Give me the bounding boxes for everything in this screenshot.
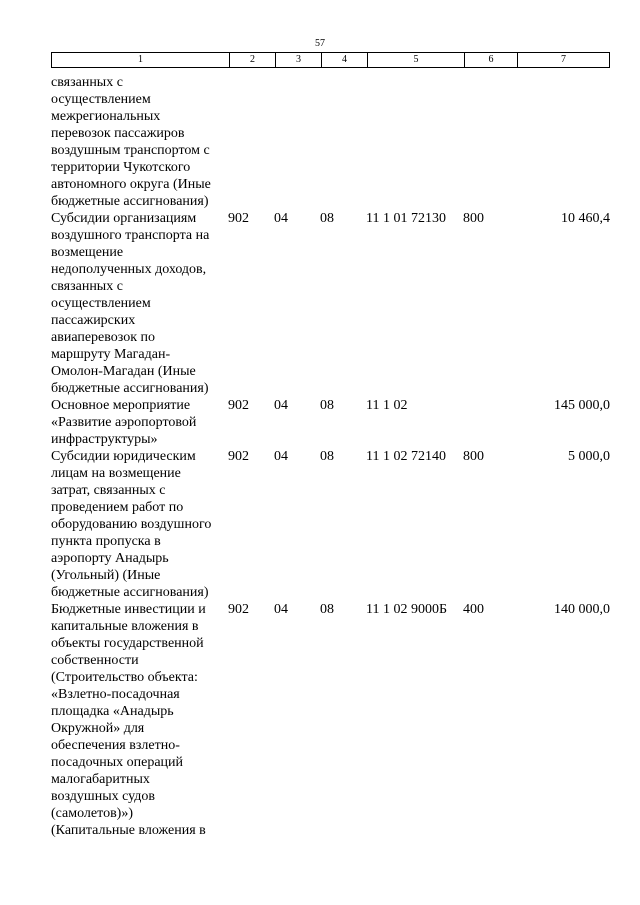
section-code: 04 bbox=[274, 211, 288, 226]
description-line: объекты государственной bbox=[51, 636, 204, 651]
description-line: Омолон-Магадан (Иные bbox=[51, 364, 196, 379]
description-line: связанных с bbox=[51, 75, 123, 90]
description-line: маршруту Магадан- bbox=[51, 347, 171, 362]
description-line: малогабаритных bbox=[51, 772, 150, 787]
table-row bbox=[51, 74, 631, 210]
target-article-code: 11 1 02 72140 bbox=[366, 449, 446, 464]
section-code: 04 bbox=[274, 398, 288, 413]
amount-value: 10 460,4 bbox=[561, 211, 610, 226]
description-line: «Взлетно-посадочная bbox=[51, 687, 180, 702]
section-code: 04 bbox=[274, 602, 288, 617]
description-line: Субсидии организациям bbox=[51, 211, 197, 226]
subsection-code: 08 bbox=[320, 398, 334, 413]
column-header-4: 4 bbox=[321, 53, 367, 67]
description-line: воздушного транспорта на bbox=[51, 228, 210, 243]
table-row bbox=[51, 448, 631, 601]
amount-value: 140 000,0 bbox=[554, 602, 610, 617]
description-line: воздушным транспортом с bbox=[51, 143, 210, 158]
amount-value: 5 000,0 bbox=[568, 449, 610, 464]
description-line: Бюджетные инвестиции и bbox=[51, 602, 206, 617]
description-line: бюджетные ассигнования) bbox=[51, 194, 209, 209]
table-row bbox=[51, 210, 631, 397]
page-number: 57 bbox=[315, 38, 325, 49]
section-code: 04 bbox=[274, 449, 288, 464]
description-line: бюджетные ассигнования) bbox=[51, 585, 209, 600]
ministry-code: 902 bbox=[228, 602, 249, 617]
ministry-code: 902 bbox=[228, 449, 249, 464]
table-body bbox=[51, 74, 631, 839]
description-line: оборудованию воздушного bbox=[51, 517, 212, 532]
column-header-5: 5 bbox=[367, 53, 464, 67]
description-line: лицам на возмещение bbox=[51, 466, 181, 481]
expense-type-code: 800 bbox=[463, 211, 484, 226]
description-line: Основное мероприятие bbox=[51, 398, 191, 413]
description-line: (самолетов)») bbox=[51, 806, 134, 821]
description-line: (Строительство объекта: bbox=[51, 670, 198, 685]
target-article-code: 11 1 02 bbox=[366, 398, 408, 413]
row-description bbox=[51, 448, 228, 601]
description-line: проведением работ по bbox=[51, 500, 184, 515]
subsection-code: 08 bbox=[320, 602, 334, 617]
amount-value: 145 000,0 bbox=[554, 398, 610, 413]
description-line: бюджетные ассигнования) bbox=[51, 381, 209, 396]
description-line: возмещение bbox=[51, 245, 124, 260]
description-line: осуществлением bbox=[51, 296, 151, 311]
description-line: Субсидии юридическим bbox=[51, 449, 196, 464]
description-line: обеспечения взлетно- bbox=[51, 738, 180, 753]
description-line: Окружной» для bbox=[51, 721, 145, 736]
table-header bbox=[51, 52, 610, 68]
description-line: пассажирских bbox=[51, 313, 136, 328]
description-line: (Угольный) (Иные bbox=[51, 568, 161, 583]
expense-type-code: 800 bbox=[463, 449, 484, 464]
description-line: авиаперевозок по bbox=[51, 330, 156, 345]
table-row bbox=[51, 397, 631, 448]
description-line: межрегиональных bbox=[51, 109, 161, 124]
column-header-1: 1 bbox=[138, 54, 143, 65]
description-line: площадка «Анадырь bbox=[51, 704, 174, 719]
description-line: перевозок пассажиров bbox=[51, 126, 185, 141]
description-line: капитальные вложения в bbox=[51, 619, 199, 634]
description-line: аэропорту Анадырь bbox=[51, 551, 169, 566]
expense-type-code: 400 bbox=[463, 602, 484, 617]
description-line: осуществлением bbox=[51, 92, 151, 107]
description-line: недополученных доходов, bbox=[51, 262, 207, 277]
row-description bbox=[51, 397, 228, 448]
description-line: затрат, связанных с bbox=[51, 483, 166, 498]
subsection-code: 08 bbox=[320, 211, 334, 226]
ministry-code: 902 bbox=[228, 398, 249, 413]
row-description bbox=[51, 74, 228, 210]
description-line: автономного округа (Иные bbox=[51, 177, 211, 192]
column-header-7: 7 bbox=[517, 53, 609, 67]
description-line: инфраструктуры» bbox=[51, 432, 158, 447]
description-line: (Капитальные вложения в bbox=[51, 823, 206, 838]
column-header-2: 2 bbox=[229, 53, 275, 67]
column-header-3: 3 bbox=[275, 53, 321, 67]
description-line: «Развитие аэропортовой bbox=[51, 415, 197, 430]
description-line: территории Чукотского bbox=[51, 160, 191, 175]
description-line: пункта пропуска в bbox=[51, 534, 161, 549]
description-line: собственности bbox=[51, 653, 139, 668]
row-description bbox=[51, 210, 228, 397]
target-article-code: 11 1 02 9000Б bbox=[366, 602, 448, 617]
column-header-6: 6 bbox=[464, 53, 517, 67]
ministry-code: 902 bbox=[228, 211, 249, 226]
row-description bbox=[51, 601, 228, 839]
target-article-code: 11 1 01 72130 bbox=[366, 211, 446, 226]
description-line: воздушных судов bbox=[51, 789, 155, 804]
subsection-code: 08 bbox=[320, 449, 334, 464]
description-line: связанных с bbox=[51, 279, 123, 294]
table-row bbox=[51, 601, 631, 839]
description-line: посадочных операций bbox=[51, 755, 184, 770]
